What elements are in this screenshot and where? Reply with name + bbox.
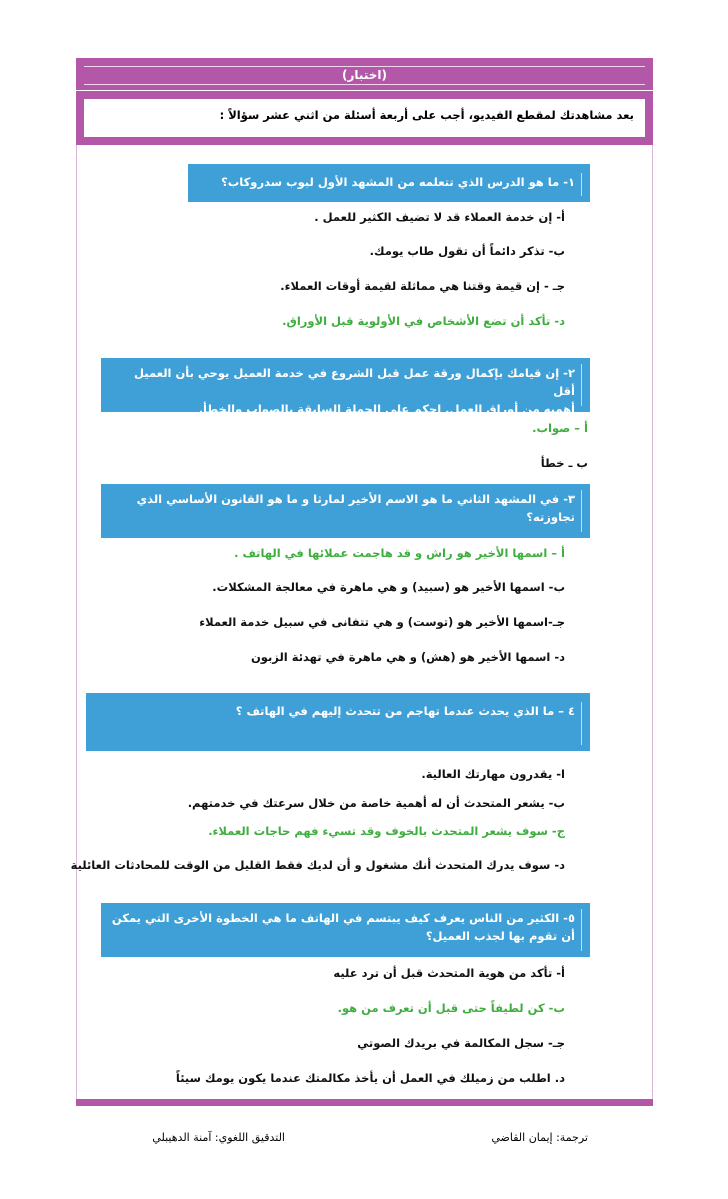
footer-bar (76, 1099, 653, 1106)
question-2-line-1: ٢- إن قيامك بإكمال ورقة عمل قبل الشروع في خدمة العميل يوحي بأن العميل أقل (134, 366, 575, 398)
question-5-text (109, 909, 582, 951)
question-1-box (188, 164, 590, 202)
footer-proofreading: التدقيق اللغوي: آمنة الدهيبلي (152, 1131, 285, 1144)
question-3-text (109, 490, 582, 532)
footer-translation: ترجمة: إيمان القاضي (491, 1131, 588, 1144)
question-3-box (101, 484, 590, 538)
intro-text: بعد مشاهدتك لمقطع الفيديو، أجب على أربعة أسئلة من اثني عشر سؤالاً : (219, 108, 634, 122)
q1-option-b: ب- تذكر دائماً أن تقول طاب يومك. (369, 244, 565, 258)
q5-option-c: جـ- سجل المكالمة في بريدك الصوتي (357, 1036, 565, 1050)
q3-option-c: جـ-اسمها الأخير هو (توست) و هي تتفانى في سبيل خدمة العملاء (199, 615, 565, 629)
question-2-text (109, 364, 582, 416)
q2-option-b: ب ـ خطأ (540, 456, 588, 470)
title-bar (76, 58, 653, 92)
question-5-line-2: أن تقوم بها لجذب العميل؟ (425, 929, 575, 943)
q3-option-d: د- اسمها الأخير هو (هش) و هي ماهرة في تهدئة الزبون (250, 650, 565, 664)
q1-option-c: جـ - إن قيمة وقتنا هي مماثلة لقيمة أوقات العملاء. (280, 279, 565, 293)
q3-option-a: أ – اسمها الأخير هو راش و قد هاجمت عملائها في الهاتف . (234, 546, 565, 560)
question-1-text: ١- ما هو الدرس الذي تتعلمه من المشهد الأول لبوب سدروكاب؟ (196, 173, 582, 196)
q5-option-a: أ- تأكد من هوية المتحدث قبل أن ترد عليه (333, 966, 565, 980)
q4-option-a: ا- يقدرون مهارتك العالية. (421, 767, 565, 781)
question-2-line-2: أهميه من أوراق العمل. احكم على الجملة السابقة بالصواب والخطأ. (198, 402, 575, 416)
question-3-line-1: ٣- في المشهد الثاني ما هو الاسم الأخير لمارثا و ما هو القانون الأساسي الذي (136, 492, 575, 506)
q5-option-d: د. اطلب من زميلك في العمل أن يأخذ مكالمتك عندما يكون يومك سيئاً (175, 1071, 565, 1085)
q4-option-d: د- سوف يدرك المتحدث أنك مشغول و أن لديك فقط القليل من الوقت للمحادثات العائلية (70, 858, 565, 872)
question-4-text: ٤ – ما الذي يحدث عندما تهاجم من تتحدث إليهم في الهاتف ؟ (94, 702, 582, 745)
question-4-box (86, 693, 590, 751)
q1-option-a: أ- إن خدمة العملاء قد لا تضيف الكثير للعمل . (314, 210, 565, 224)
q4-option-c: ج- سوف يشعر المتحدث بالخوف وقد تسيء فهم حاجات العملاء. (208, 824, 565, 838)
page-title: (اختبار) (84, 66, 645, 85)
q5-option-b: ب- كن لطيفاً حتى قبل أن تعرف من هو. (337, 1001, 565, 1015)
q4-option-b: ب- يشعر المتحدث أن له أهمية خاصة من خلال سرعتك في خدمتهم. (187, 796, 565, 810)
q2-option-a: أ – صواب. (532, 421, 588, 435)
question-5-line-1: ٥- الكثير من الناس يعرف كيف يبتسم في الهاتف ما هي الخطوة الأخرى التي يمكن (111, 911, 575, 925)
question-2-box (101, 358, 590, 416)
question-5-box (101, 903, 590, 957)
q3-option-b: ب- اسمها الأخير هو (سبيد) و هي ماهرة في معالجة المشكلات. (212, 580, 565, 594)
q1-option-d: د- تأكد أن تضع الأشخاص في الأولوية قبل الأوراق. (282, 314, 565, 328)
question-3-line-2: تجاوزته؟ (526, 510, 575, 524)
